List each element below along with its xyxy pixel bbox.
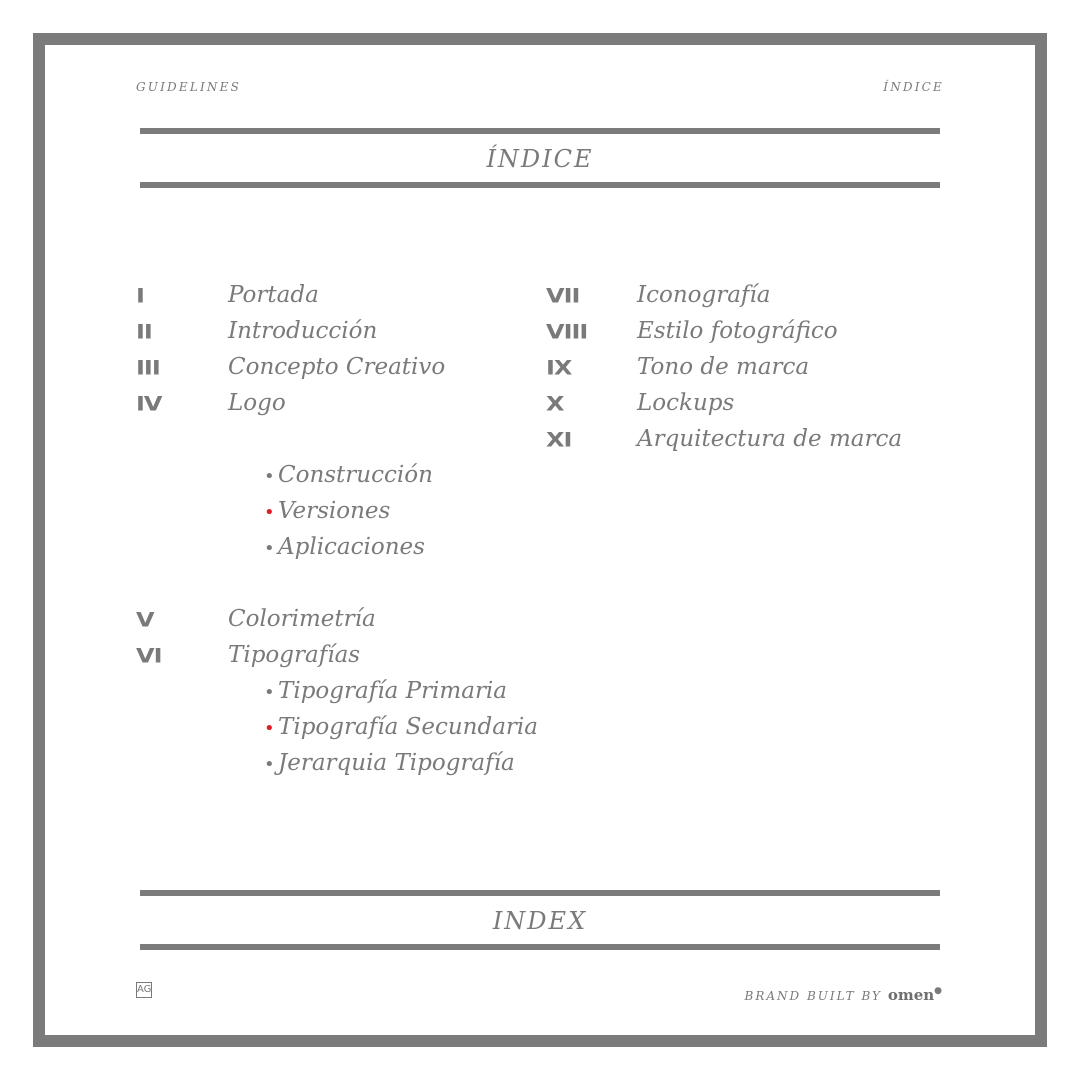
header-guidelines-label: GUIDELINES	[136, 80, 242, 94]
section-numeral: IV	[136, 392, 162, 416]
red-bullet-icon: •	[264, 718, 275, 739]
section-numeral: III	[136, 356, 160, 380]
subitem-tipografia-secundaria[interactable]	[264, 716, 538, 739]
footer-credit-text: BRAND BUILT BY	[744, 989, 882, 1003]
subitem-construccion[interactable]	[264, 464, 433, 487]
section-numeral: I	[136, 284, 144, 308]
header-section-label: ÍNDICE	[883, 80, 944, 94]
section-numeral: VII	[546, 284, 580, 308]
bullet-icon: •	[264, 682, 275, 703]
section-title-portada[interactable]: Portada	[228, 282, 319, 308]
subitem-label: Construcción	[278, 462, 433, 488]
section-title-concepto-creativo[interactable]: Concepto Creativo	[228, 354, 446, 380]
section-title-introduccion[interactable]: Introducción	[228, 318, 378, 344]
section-numeral: II	[136, 320, 152, 344]
section-title-colorimetria[interactable]: Colorimetría	[228, 606, 376, 632]
section-numeral: X	[546, 392, 564, 416]
red-bullet-icon: •	[264, 502, 275, 523]
section-numeral: VIII	[546, 320, 588, 344]
subitem-label: Jerarquia Tipografía	[278, 750, 515, 776]
bullet-icon: •	[264, 754, 275, 775]
subitem-label: Tipografía Secundaria	[278, 714, 538, 740]
brand-mark-icon: AG	[136, 982, 152, 998]
top-band-title: ÍNDICE	[486, 145, 594, 173]
section-title-lockups[interactable]: Lockups	[637, 390, 735, 416]
section-title-logo[interactable]: Logo	[228, 390, 286, 416]
bottom-band-title: INDEX	[492, 907, 588, 935]
bottom-band-lower-rule	[140, 944, 940, 950]
subitem-jerarquia-tipografia[interactable]	[264, 752, 515, 775]
footer-brand-logo: omen	[887, 986, 935, 1004]
section-numeral: IX	[546, 356, 572, 380]
section-numeral: VI	[136, 644, 162, 668]
subitem-versiones[interactable]	[264, 500, 390, 523]
section-numeral: XI	[546, 428, 572, 452]
section-title-tono-de-marca[interactable]: Tono de marca	[637, 354, 810, 380]
section-title-estilo-fotografico[interactable]: Estilo fotográfico	[637, 318, 838, 344]
section-title-tipografias[interactable]: Tipografías	[228, 642, 361, 668]
section-numeral: V	[136, 608, 154, 632]
section-title-arquitectura-de-marca[interactable]: Arquitectura de marca	[637, 426, 903, 452]
subitem-label: Aplicaciones	[278, 534, 425, 560]
subitem-tipografia-primaria[interactable]	[264, 680, 507, 703]
subitem-label: Tipografía Primaria	[278, 678, 508, 704]
bullet-icon: •	[264, 538, 275, 559]
subitem-aplicaciones[interactable]	[264, 536, 425, 559]
bullet-icon: •	[264, 466, 275, 487]
footer-brand-dot-icon: ●	[934, 986, 944, 996]
bottom-band-upper-rule	[140, 890, 940, 896]
top-band-upper-rule	[140, 128, 940, 134]
footer-credit	[745, 986, 944, 1004]
top-band-lower-rule	[140, 182, 940, 188]
section-title-iconografia[interactable]: Iconografía	[637, 282, 771, 308]
subitem-label: Versiones	[278, 498, 391, 524]
